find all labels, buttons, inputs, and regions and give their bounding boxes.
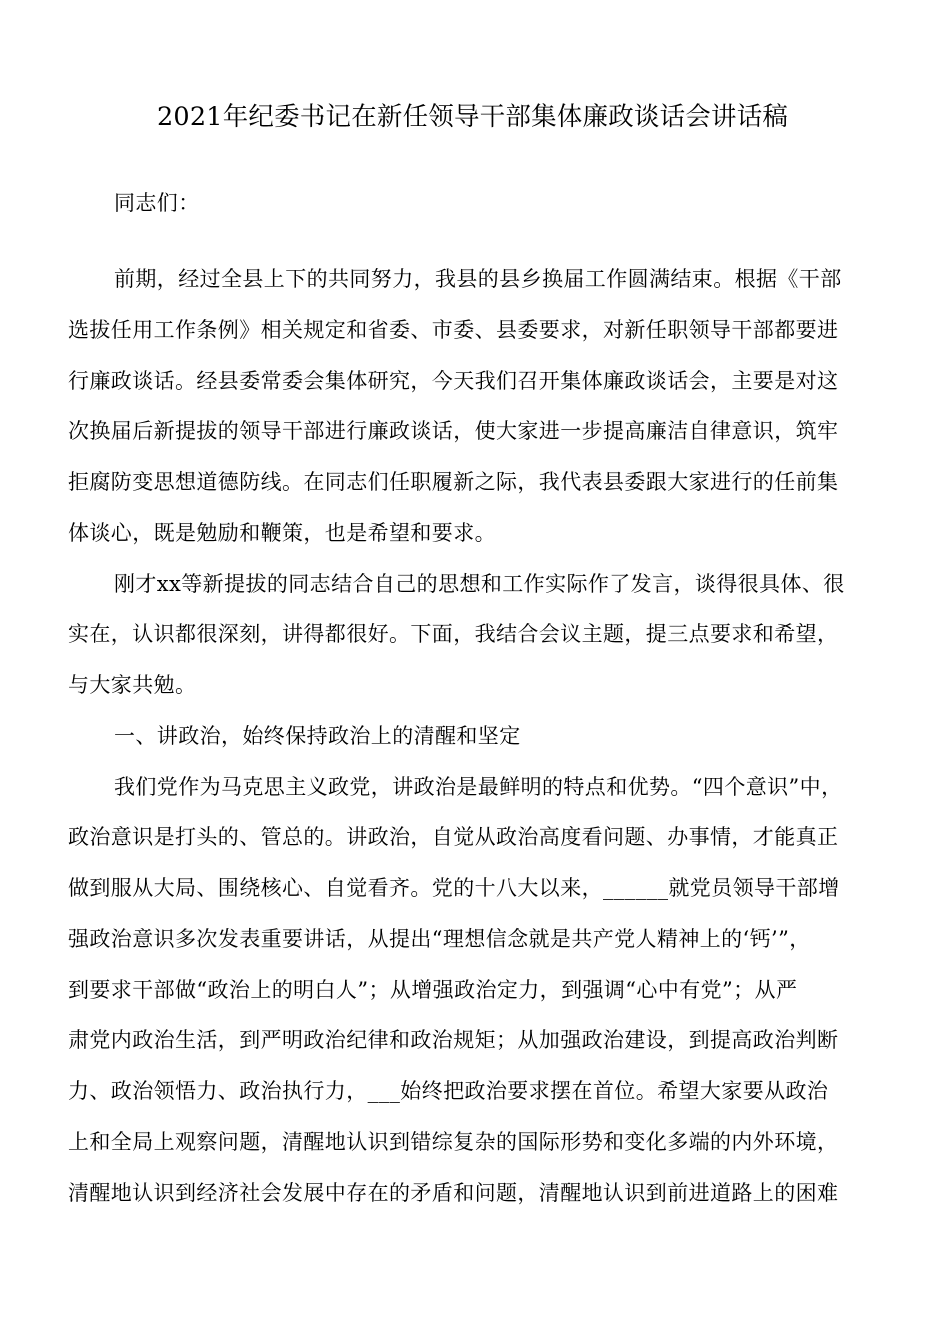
section-heading: 一、讲政治，始终保持政治上的清醒和坚定 <box>114 724 521 748</box>
body-line: 拒腐防变思想道德防线。在同志们任职履新之际，我代表县委跟大家进行的任前集 <box>68 470 839 494</box>
body-line: 力、政治领悟力、政治执行力，___始终把政治要求摆在首位。希望大家要从政治 <box>68 1079 829 1103</box>
document-title: 2021年纪委书记在新任领导干部集体廉政谈话会讲话稿 <box>157 102 789 132</box>
body-line: 前期，经过全县上下的共同努力，我县的县乡换届工作圆满结束。根据《干部 <box>114 267 842 291</box>
salutation: 同志们： <box>114 191 200 215</box>
body-line: 实在，认识都很深刻，讲得都很好。下面，我结合会议主题，提三点要求和希望， <box>68 622 839 646</box>
body-line: 肃党内政治生活，到严明政治纪律和政治规矩；从加强政治建设，到提高政治判断 <box>68 1028 839 1052</box>
body-line: 行廉政谈话。经县委常委会集体研究，今天我们召开集体廉政谈话会，主要是对这 <box>68 369 839 393</box>
body-line: 次换届后新提拔的领导干部进行廉政谈话，使大家进一步提高廉洁自律意识，筑牢 <box>68 419 839 443</box>
body-line: 清醒地认识到经济社会发展中存在的矛盾和问题，清醒地认识到前进道路上的困难 <box>68 1181 839 1205</box>
body-line: 做到服从大局、围绕核心、自觉看齐。党的十八大以来，______就党员领导干部增 <box>68 876 840 900</box>
body-line: 与大家共勉。 <box>68 673 197 697</box>
body-line: 我们党作为马克思主义政党，讲政治是最鲜明的特点和优势。“四个意识”中， <box>114 775 843 799</box>
body-line: 上和全局上观察问题，清醒地认识到错综复杂的国际形势和变化多端的内外环境， <box>68 1130 839 1154</box>
body-line: 政治意识是打头的、管总的。讲政治，自觉从政治高度看问题、办事情，才能真正 <box>68 825 839 849</box>
body-line: 体谈心，既是勉励和鞭策，也是希望和要求。 <box>68 521 496 545</box>
body-line: 刚才xx等新提拔的同志结合自己的思想和工作实际作了发言，谈得很具体、很 <box>114 572 845 596</box>
body-line: 选拔任用工作条例》相关规定和省委、市委、县委要求，对新任职领导干部都要进 <box>68 318 839 342</box>
body-line: 强政治意识多次发表重要讲话，从提出“理想信念就是共产党人精神上的‘钙’”， <box>68 927 811 951</box>
body-line: 到要求干部做“政治上的明白人”；从增强政治定力，到强调“心中有党”；从严 <box>68 978 798 1002</box>
